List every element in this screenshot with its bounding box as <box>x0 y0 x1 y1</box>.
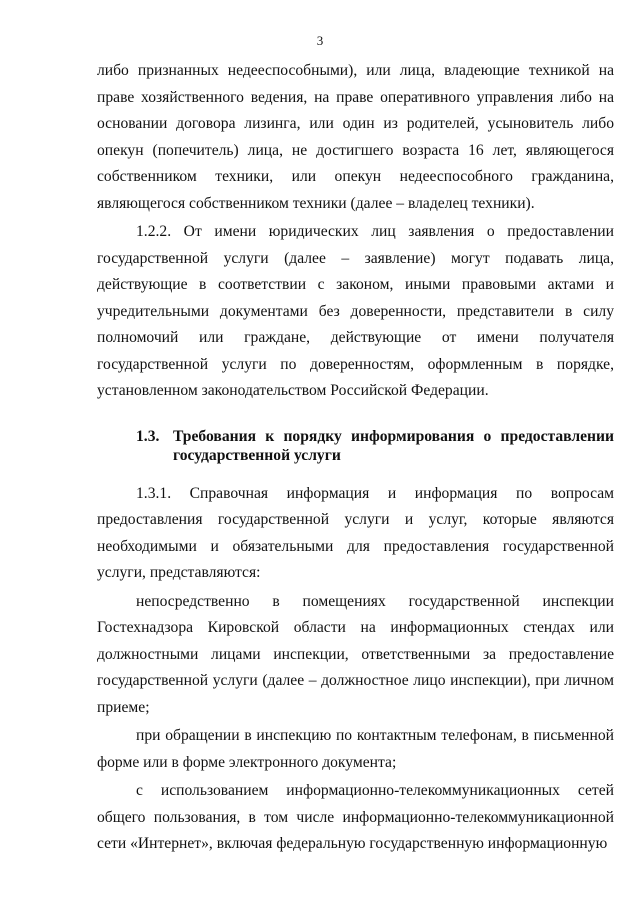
section-title: Требования к порядку информирования о предоставлении государственной услуги <box>173 427 614 464</box>
paragraph-in-person: непосредственно в помещениях государственной инспекции Гостехнадзора Кировской области на информационных стендах или должностными лицами инспекции, ответственными за предоставление государственной услуги (далее – должностное лицо инспекции), при личном приеме; <box>97 592 614 716</box>
document-body <box>97 58 614 858</box>
section-heading <box>97 427 614 465</box>
paragraph-1-3-1: 1.3.1. Справочная информация и информация по вопросам предоставления государственной услуги и услуг, которые являются необходимыми и обязательными для предоставления государственной услуги, представляются: <box>97 484 614 581</box>
paragraph-owner-definition: либо признанных недееспособными), или лица, владеющие техникой на праве хозяйственного ведения, на праве оперативного управления либо на основании договора лизинга, или один из родителей, усыновитель либо опекун (попечитель) лица, не достигшего возраста 16 лет, являющегося собственником техники, или опекун недееспособного гражданина, являющегося собственником техники (далее – владелец техники). <box>97 62 614 212</box>
paragraph-by-phone: при обращении в инспекцию по контактным телефонам, в письменной форме или в форме электронного документа; <box>97 727 614 771</box>
paragraph-1-2-2: 1.2.2. От имени юридических лиц заявления о предоставлении государственной услуги (далее – заявление) могут подавать лица, действующие в соответствии с законом, иными правовыми актами и учредительными документами без доверенности, представители в силу полномочий или граждане, действующие от имени получателя государственной услуги по доверенностям, оформленным в порядке, установленном законодательством Российской Федерации. <box>97 223 614 399</box>
page-number: 3 <box>316 33 324 48</box>
paragraph-internet: с использованием информационно-телекоммуникационных сетей общего пользования, в том числе информационно-телекоммуникационной сети «Интернет», включая федеральную государственную информационную <box>97 782 614 852</box>
section-number: 1.3. <box>136 427 160 445</box>
